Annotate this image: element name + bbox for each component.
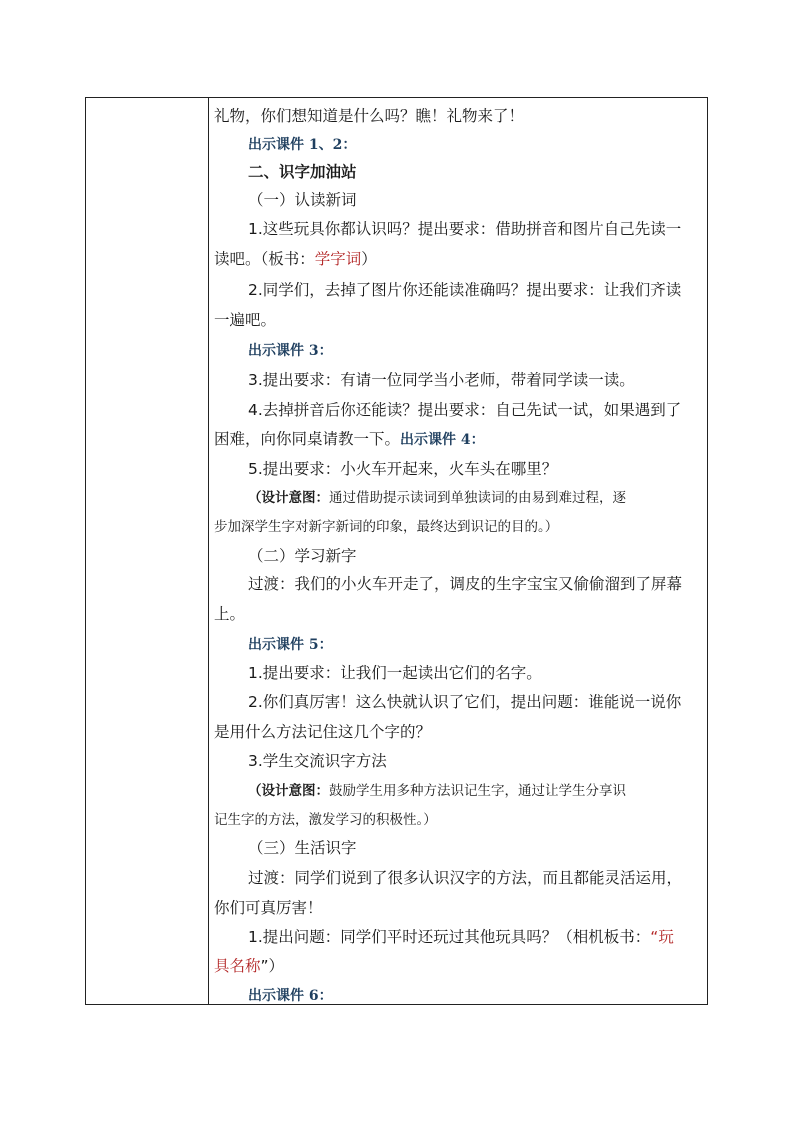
text-line: 过渡：同学们说到了很多认识汉字的方法，而且都能灵活运用， bbox=[248, 869, 683, 887]
text-line: 5.提出要求：小火车开起来，火车头在哪里？ bbox=[248, 460, 558, 478]
text-span: 通过借助提示读词到单独读词的由易到难过程，逐 bbox=[329, 490, 626, 506]
text-span: 鼓励学生用多种方法识记生字，通过让学生分享识 bbox=[329, 783, 626, 799]
design-intent bbox=[248, 781, 626, 801]
text-span: ） bbox=[361, 250, 377, 268]
design-intent bbox=[248, 488, 626, 508]
text-line: 上。 bbox=[214, 605, 246, 623]
slide-instruction: 出示课件 6： bbox=[248, 988, 333, 1004]
lesson-plan-table bbox=[85, 97, 708, 1005]
text-span: 读吧。（板书： bbox=[214, 250, 315, 268]
subsection-heading: （二）学习新字 bbox=[248, 547, 357, 565]
slide-instruction: 出示课件 3： bbox=[248, 343, 333, 359]
text-line: 是用什么方法记住这几个字的？ bbox=[214, 723, 432, 741]
design-intent: 记生字的方法，激发学习的积极性。） bbox=[214, 812, 437, 828]
text-line: 3.提出要求：有请一位同学当小老师，带着同学读一读。 bbox=[248, 371, 635, 389]
design-intent: 步加深学生字对新字新词的印象，最终达到识记的目的。） bbox=[214, 519, 559, 535]
board-text: “玩 bbox=[650, 928, 674, 946]
text-span: 1.提出问题：同学们平时还玩过其他玩具吗？（相机板书： bbox=[248, 928, 651, 946]
column-divider bbox=[208, 98, 209, 1004]
text-line: 2.你们真厉害！这么快就认识了它们，提出问题：谁能说一说你 bbox=[248, 693, 682, 711]
text-line: 3.学生交流识字方法 bbox=[248, 752, 387, 770]
text-line: 4.去掉拼音后你还能读？提出要求：自己先试一试，如果遇到了 bbox=[248, 401, 682, 419]
text-line bbox=[214, 249, 377, 269]
text-line: 一遍吧。 bbox=[214, 311, 277, 329]
slide-instruction: 出示课件 5： bbox=[248, 637, 333, 653]
text-line: 1.提出要求：让我们一起读出它们的名字。 bbox=[248, 664, 542, 682]
text-line: 1.这些玩具你都认识吗？提出要求：借助拼音和图片自己先读一 bbox=[248, 220, 682, 238]
section-heading: 二、识字加油站 bbox=[248, 163, 357, 181]
slide-instruction: 出示课件 1、2： bbox=[248, 137, 357, 153]
subsection-heading: （一）认读新词 bbox=[248, 191, 357, 209]
text-span: ”） bbox=[260, 957, 285, 975]
text-span: 困难，向你同桌请教一下。 bbox=[214, 430, 401, 448]
design-intent-label: （设计意图： bbox=[248, 783, 329, 799]
text-line: 2.同学们，去掉了图片你还能读准确吗？提出要求：让我们齐读 bbox=[248, 281, 682, 299]
board-text: 学字词 bbox=[314, 250, 362, 268]
slide-instruction: 出示课件 4： bbox=[400, 432, 485, 448]
design-intent-label: （设计意图： bbox=[248, 490, 329, 506]
text-line bbox=[248, 927, 674, 947]
subsection-heading: （三）生活识字 bbox=[248, 839, 357, 857]
board-text: 具名称 bbox=[214, 957, 261, 975]
text-line: 你们可真厉害！ bbox=[214, 899, 323, 917]
text-line: 过渡：我们的小火车开走了，调皮的生字宝宝又偷偷溜到了屏幕 bbox=[248, 575, 683, 593]
text-line bbox=[214, 956, 284, 976]
text-line bbox=[214, 429, 485, 450]
text-line: 礼物，你们想知道是什么吗？瞧！礼物来了！ bbox=[214, 107, 525, 125]
